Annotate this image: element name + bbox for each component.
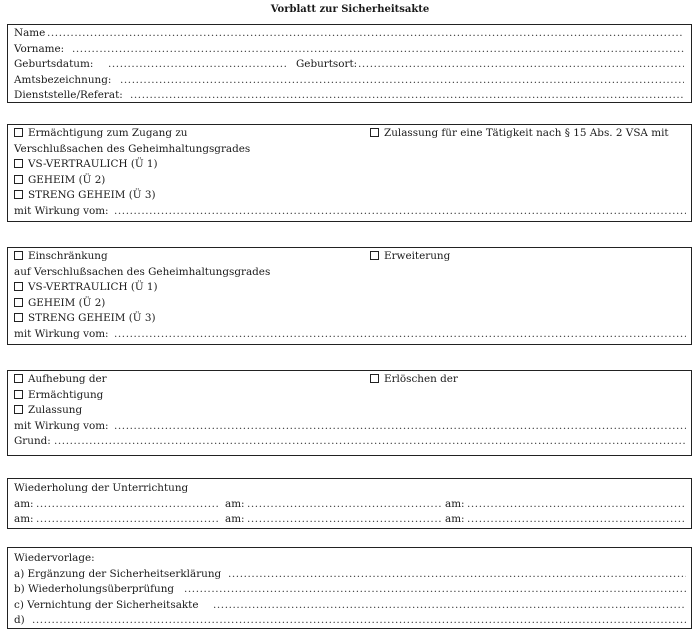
am-label: am:: [225, 513, 245, 526]
am-field[interactable]: [247, 497, 441, 513]
auth-wirkung-field[interactable]: [114, 204, 686, 220]
repeat-briefing-box: [7, 478, 692, 529]
revocation-header-row: [14, 372, 691, 388]
erloeschen-checkbox[interactable]: [370, 374, 379, 383]
restr-wirkung-label: mit Wirkung vom:: [14, 327, 109, 340]
aufhebung-option[interactable]: [14, 373, 107, 385]
dienststelle-field[interactable]: [130, 88, 684, 104]
resub-item-b: [14, 582, 691, 598]
restr-geheim-label: GEHEIM (Ü 2): [28, 296, 106, 309]
vs-vertraulich-label: VS-VERTRAULICH (Ü 1): [28, 158, 158, 171]
revoc-wirkung-field[interactable]: [114, 419, 686, 435]
am-field[interactable]: [247, 512, 441, 528]
personal-data-box: [7, 24, 692, 103]
resubmission-box: [7, 547, 692, 629]
restriction-header-row: [14, 249, 691, 265]
ermaechtigung-checkbox[interactable]: [14, 128, 23, 137]
authorization-header-row: [14, 126, 691, 142]
erloeschen-label: Erlöschen der: [384, 373, 458, 385]
resub-item-c-field[interactable]: [213, 598, 686, 614]
zulassung-label: Zulassung für eine Tätigkeit nach § 15 Abs. 2 VSA mit: [384, 127, 669, 139]
resub-item-a: [14, 567, 691, 583]
zulassung-option[interactable]: [370, 126, 669, 142]
name-row: [14, 26, 691, 42]
grund-field[interactable]: [54, 434, 686, 450]
restr-streng-geheim-checkbox[interactable]: [14, 313, 23, 322]
restr-geheim-checkbox[interactable]: [14, 298, 23, 307]
geheim-label: GEHEIM (Ü 2): [28, 173, 106, 186]
aufhebung-checkbox[interactable]: [14, 374, 23, 383]
geburtsort-field[interactable]: [358, 57, 684, 73]
resubmission-heading: Wiedervorlage:: [14, 552, 95, 564]
vorname-label: Vorname:: [14, 42, 65, 55]
revoc-option-ermaechtigung[interactable]: [14, 388, 691, 404]
vorname-row: [14, 42, 691, 58]
dienststelle-label: Dienststelle/Referat:: [14, 89, 123, 102]
geburtsdatum-field[interactable]: [108, 57, 288, 73]
geburtsdatum-label: Geburtsdatum:: [14, 58, 94, 71]
restr-option-streng-geheim[interactable]: [14, 311, 691, 327]
geburtsort-label: Geburtsort:: [296, 58, 358, 71]
am-field[interactable]: [467, 512, 686, 528]
authorization-subheading: Verschlußsachen des Geheimhaltungsgrades: [14, 142, 251, 155]
revoc-wirkung-label: mit Wirkung vom:: [14, 419, 109, 432]
resub-item-d-label: d): [14, 614, 25, 627]
amtsbezeichnung-field[interactable]: [120, 73, 684, 89]
auth-option-streng-geheim[interactable]: [14, 188, 691, 204]
revoc-zulassung-label: Zulassung: [28, 404, 83, 417]
restriction-box: [7, 247, 692, 345]
resub-item-c: [14, 598, 691, 614]
name-field[interactable]: [47, 26, 684, 42]
auth-wirkung-label: mit Wirkung vom:: [14, 204, 109, 217]
auth-option-vs-vertraulich[interactable]: [14, 157, 691, 173]
revoc-ermaechtigung-checkbox[interactable]: [14, 390, 23, 399]
resub-item-a-field[interactable]: [228, 567, 686, 583]
erweiterung-option[interactable]: [370, 249, 450, 265]
vorname-field[interactable]: [72, 42, 684, 58]
auth-option-geheim[interactable]: [14, 173, 691, 189]
restr-streng-geheim-label: STRENG GEHEIM (Ü 3): [28, 312, 156, 325]
repeat-briefing-heading: Wiederholung der Unterrichtung: [14, 482, 189, 494]
restriction-subheading: auf Verschlußsachen des Geheimhaltungsgrades: [14, 265, 271, 278]
restr-vs-vertraulich-label: VS-VERTRAULICH (Ü 1): [28, 281, 158, 294]
revoc-wirkung-row: [14, 419, 691, 435]
am-label: am:: [445, 497, 465, 510]
restr-vs-vertraulich-checkbox[interactable]: [14, 282, 23, 291]
streng-geheim-label: STRENG GEHEIM (Ü 3): [28, 189, 156, 202]
zulassung-checkbox[interactable]: [370, 128, 379, 137]
revoc-zulassung-checkbox[interactable]: [14, 405, 23, 414]
authorization-box: [7, 124, 692, 222]
erloeschen-option[interactable]: [370, 372, 458, 388]
restr-wirkung-field[interactable]: [114, 327, 686, 343]
amtsbezeichnung-label: Amtsbezeichnung:: [14, 73, 112, 86]
grund-row: [14, 434, 691, 450]
resub-item-a-label: a) Ergänzung der Sicherheitserklärung: [14, 567, 222, 580]
revoc-ermaechtigung-label: Ermächtigung: [28, 388, 104, 401]
repeat-dates-row-1: [14, 497, 691, 513]
restr-option-geheim[interactable]: [14, 296, 691, 312]
resub-item-b-field[interactable]: [184, 582, 686, 598]
auth-wirkung-row: [14, 204, 691, 220]
grund-label: Grund:: [14, 435, 51, 448]
birth-row: [14, 57, 691, 73]
streng-geheim-checkbox[interactable]: [14, 190, 23, 199]
dienststelle-row: [14, 88, 691, 104]
am-label: am:: [445, 513, 465, 526]
revocation-box: [7, 370, 692, 456]
aufhebung-label: Aufhebung der: [28, 373, 107, 385]
resub-item-d: [14, 613, 691, 629]
erweiterung-checkbox[interactable]: [370, 251, 379, 260]
einschraenkung-label: Einschränkung: [28, 250, 108, 262]
am-label: am:: [14, 497, 34, 510]
am-field[interactable]: [36, 497, 220, 513]
restr-option-vs-vertraulich[interactable]: [14, 280, 691, 296]
am-field[interactable]: [36, 512, 220, 528]
name-label: Name: [14, 27, 46, 39]
resub-item-d-field[interactable]: [32, 613, 686, 629]
einschraenkung-checkbox[interactable]: [14, 251, 23, 260]
revoc-option-zulassung[interactable]: [14, 403, 691, 419]
vs-vertraulich-checkbox[interactable]: [14, 159, 23, 168]
restr-wirkung-row: [14, 327, 691, 343]
resub-item-c-label: c) Vernichtung der Sicherheitsakte: [14, 598, 199, 611]
page-title: Vorblatt zur Sicherheitsakte: [270, 4, 430, 15]
erweiterung-label: Erweiterung: [384, 250, 451, 262]
amtsbezeichnung-row: [14, 73, 691, 89]
ermaechtigung-label: Ermächtigung zum Zugang zu: [28, 127, 188, 139]
einschraenkung-option[interactable]: [14, 250, 108, 262]
repeat-dates-row-2: [14, 512, 691, 528]
am-label: am:: [14, 513, 34, 526]
geheim-checkbox[interactable]: [14, 175, 23, 184]
am-field[interactable]: [467, 497, 686, 513]
ermaechtigung-option[interactable]: [14, 127, 188, 139]
am-label: am:: [225, 497, 245, 510]
resub-item-b-label: b) Wiederholungsüberprüfung: [14, 583, 175, 596]
